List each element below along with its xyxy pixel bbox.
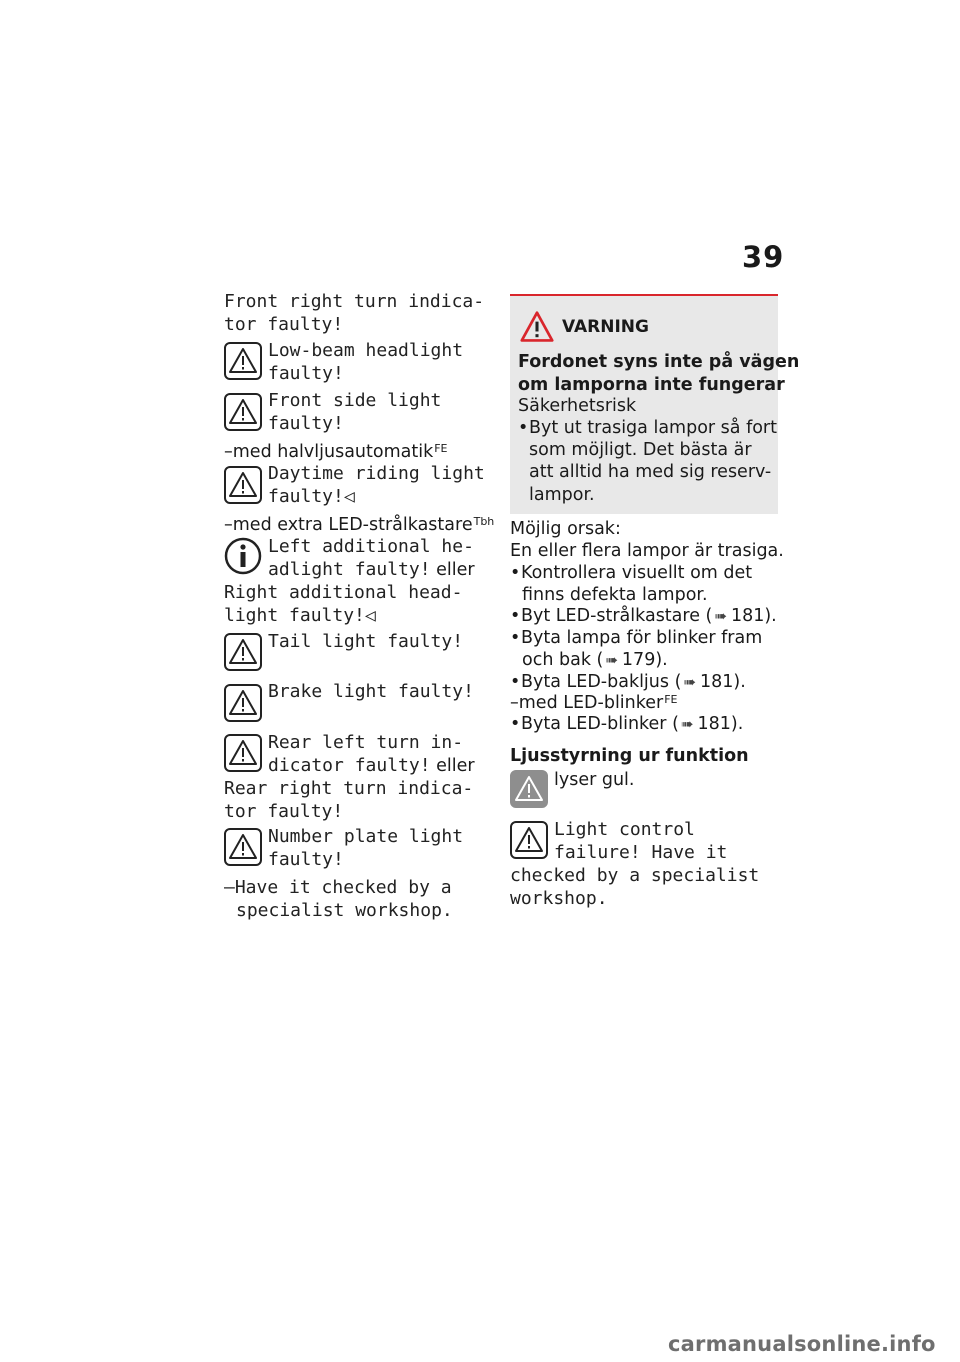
warning-triangle-icon <box>510 821 548 859</box>
cause-label: Möjlig orsak: <box>510 519 621 539</box>
warning-triangle-icon <box>224 466 262 504</box>
remedy-4: • Byta LED-bakljus ( ➠ 181). <box>510 671 746 693</box>
message-front-right-indicator-1: Front right turn indica- <box>224 291 485 312</box>
page-ref-arrow-icon: ➠ <box>605 651 618 669</box>
message-right-additional-1: Right additional head- <box>224 582 463 603</box>
warning-triangle-icon <box>224 684 262 722</box>
warning-heading-1: Fordonet syns inte på vägen <box>518 352 800 372</box>
message-light-control-1: Light control <box>554 819 695 840</box>
page-ref-arrow-icon: ➠ <box>680 715 694 733</box>
message-tail-light: Tail light faulty! <box>268 631 464 652</box>
instruction-check-2: specialist workshop. <box>236 900 453 921</box>
message-light-control-3: checked by a specialist <box>510 865 760 886</box>
remedy-5: • Byta LED-blinker ( ➠ 181). <box>510 713 743 735</box>
remedy-2: • Byt LED-strålkastare ( ➠ 181). <box>510 605 777 627</box>
page-ref-arrow-icon: ➠ <box>683 673 696 691</box>
warning-triangle-icon <box>224 342 262 380</box>
message-low-beam-1: Low-beam headlight <box>268 340 464 361</box>
warning-triangle-icon <box>224 393 262 431</box>
message-low-beam-2: faulty! <box>268 363 344 384</box>
message-number-plate-2: faulty! <box>268 849 344 870</box>
warning-bullet-4: lampor. <box>529 485 595 505</box>
warning-light-yellow-icon <box>510 770 548 808</box>
warning-triangle-icon <box>224 828 262 866</box>
message-left-additional-2: adlight faulty! eller <box>268 559 475 580</box>
message-front-side-1: Front side light <box>268 390 442 411</box>
remedy-3b: och bak ( ➠ 179). <box>522 650 668 670</box>
message-front-side-2: faulty! <box>268 413 344 434</box>
lyser-gul-text: lyser gul. <box>554 770 635 790</box>
message-brake-light: Brake light faulty! <box>268 681 474 702</box>
instruction-check-1: –Have it checked by a <box>224 877 452 898</box>
page-ref-arrow-icon: ➠ <box>714 607 727 625</box>
page-number: 39 <box>742 240 785 274</box>
section-heading: Ljusstyrning ur funktion <box>510 746 749 766</box>
message-daytime-2: faulty!◁ <box>268 486 355 507</box>
page-ref-link[interactable]: 181). <box>730 606 777 626</box>
warning-triangle-icon <box>520 310 554 344</box>
remedy-1a: • Kontrollera visuellt om det <box>510 562 752 584</box>
warning-heading-2: om lamporna inte fungerar <box>518 375 785 395</box>
cause-text: En eller flera lampor är trasiga. <box>510 541 784 561</box>
remedy-3a: • Byta lampa för blinker fram <box>510 627 762 649</box>
page-ref-link[interactable]: 181). <box>697 714 744 734</box>
message-left-additional-1: Left additional he- <box>268 536 474 557</box>
warning-title: VARNING <box>562 317 649 337</box>
warning-bullet-3: att alltid ha med sig reserv- <box>529 462 772 482</box>
message-rear-left-2: dicator faulty! eller <box>268 755 475 776</box>
message-rear-right-2: tor faulty! <box>224 801 344 822</box>
message-right-additional-2: light faulty!◁ <box>224 605 376 626</box>
message-rear-left-1: Rear left turn in- <box>268 732 464 753</box>
warning-risk: Säkerhetsrisk <box>518 396 637 416</box>
message-light-control-4: workshop. <box>510 888 608 909</box>
option-halvljusautomatik: –med halvljusautomatik$^{FE}$ <box>224 442 448 462</box>
warning-bullet-2: som möjligt. Det bästa är <box>529 440 752 460</box>
message-daytime-1: Daytime riding light <box>268 463 485 484</box>
warning-bullet-1: • Byt ut trasiga lampor så fort <box>518 417 777 439</box>
message-rear-right-1: Rear right turn indica- <box>224 778 474 799</box>
option-led-stralkastare: –med extra LED-strålkastare$^{Tbh}$ <box>224 515 495 535</box>
watermark: carmanualsonline.info <box>668 1332 936 1356</box>
message-front-right-indicator-2: tor faulty! <box>224 314 344 335</box>
page-ref-link[interactable]: 181). <box>699 672 746 692</box>
page-ref-link[interactable]: 179). <box>621 650 668 670</box>
option-led-blinker: –med LED-blinker$^{FE}$ <box>510 693 678 713</box>
warning-triangle-icon <box>224 734 262 772</box>
message-light-control-2: failure! Have it <box>554 842 728 863</box>
info-icon <box>224 537 262 575</box>
message-number-plate-1: Number plate light <box>268 826 464 847</box>
remedy-1b: finns defekta lampor. <box>522 585 708 605</box>
warning-triangle-icon <box>224 633 262 671</box>
